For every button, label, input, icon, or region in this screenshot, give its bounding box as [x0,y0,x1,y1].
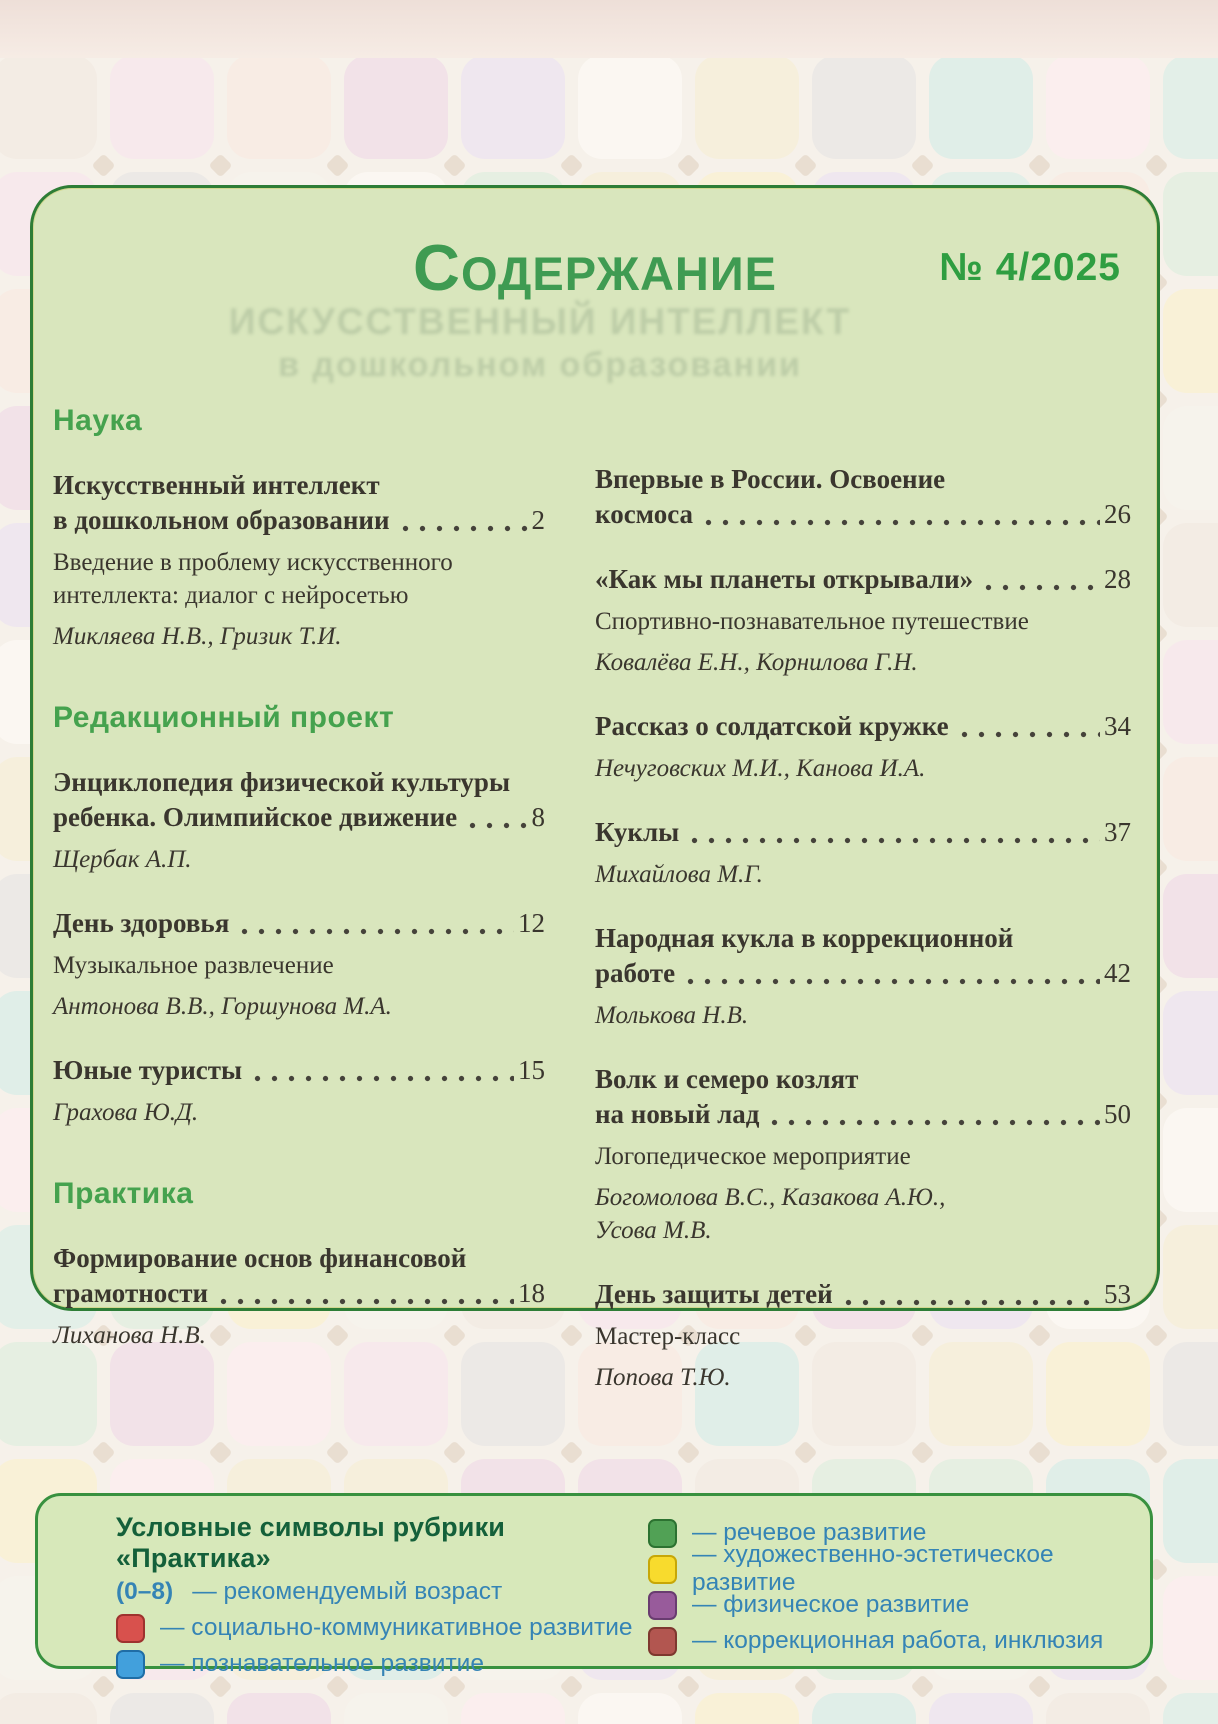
mosaic-tile [695,55,799,159]
mosaic-diamond-accent [442,153,466,177]
entry-authors-line: Ковалёва Е.Н., Корнилова Г.Н. [595,649,918,676]
mosaic-tile [227,55,331,159]
mosaic-tile [1163,1576,1218,1680]
showthrough-line: в дошкольном образовании [278,346,802,384]
legend-panel [35,1493,1153,1677]
dot-leader [220,1298,514,1305]
entry-title-line: Формирование основ финансовой [53,1243,467,1273]
page-top-edge [0,0,1218,58]
legend-item-cognitive [116,1646,648,1682]
legend-item-label: — познавательное развитие [160,1650,484,1677]
entry-authors-line: Усова М.В. [595,1217,712,1244]
mosaic-diamond-accent [910,1674,934,1698]
entry-title-text: «Как мы планеты открывали» [595,564,974,594]
toc-entry [53,1053,545,1129]
print-showthrough [33,300,1047,386]
mosaic-tile [461,55,565,159]
entry-title-line [595,815,1131,850]
mosaic-diamond-accent [793,1674,817,1698]
mosaic-tile [0,1693,97,1724]
mosaic-tile [1163,289,1218,393]
entry-subtitle-line: интеллекта: диалог с нейросетью [53,582,409,609]
section-header: Наука [53,404,143,437]
toc-columns [33,404,1157,1424]
legend-item-label: — социально-коммуникативное развитие [160,1614,633,1641]
legend-swatch-correctional-inclusion [648,1627,677,1656]
entry-title-text: космоса [595,499,694,529]
entry-authors-line: Микляева Н.В., Гризик Т.И. [53,623,342,650]
mosaic-tile [110,1693,214,1724]
dot-leader [771,1119,1100,1126]
page-number: 53 [1104,1279,1131,1309]
entry-authors-line: Щербак А.П. [53,846,192,873]
entry-authors-line: Антонова В.В., Горшунова М.А. [53,993,392,1020]
mosaic-tile [1163,757,1218,861]
page-number: 8 [531,802,545,832]
mosaic-tile [110,55,214,159]
entry-title-line [595,1277,1131,1312]
dot-leader [705,519,1100,526]
entry-title-text: Рассказ о солдатской кружке [595,711,949,741]
mosaic-diamond-accent [442,1440,466,1464]
mosaic-tile [1163,1342,1218,1446]
entry-authors-line: Попова Т.Ю. [595,1364,731,1391]
toc-column-left [53,404,545,1424]
entry-authors-line: Молькова Н.В. [595,1002,749,1029]
entry-title-text: Куклы [595,817,680,847]
mosaic-tile [1163,55,1218,159]
contents-panel [30,185,1160,1391]
mosaic-tile [578,1693,682,1724]
entry-title-line [53,1276,545,1311]
entry-authors-line: Лиханова Н.В. [53,1322,206,1349]
entry-title-text: ребенка. Олимпийское движение [53,802,458,832]
mosaic-tile [1163,1108,1218,1212]
legend-swatch-physical [648,1591,677,1620]
dot-leader [241,928,514,935]
mosaic-tile [344,55,448,159]
legend-title: Условные символы рубрики «Практика» [116,1512,506,1573]
entry-title-text: День защиты детей [595,1279,833,1309]
mosaic-tile [461,1693,565,1724]
page-number: 50 [1104,1099,1131,1129]
mosaic-tile [578,55,682,159]
section-header: Редакционный проект [53,701,395,734]
entry-title-line [53,503,545,538]
entry-authors-line: Михайлова М.Г. [595,861,763,888]
legend-column-left [116,1512,648,1677]
page-number: 42 [1104,958,1131,988]
mosaic-tile [812,55,916,159]
mosaic-tile [1163,172,1218,276]
mosaic-diamond-accent [325,1440,349,1464]
toc-entry [53,906,545,1023]
legend-column-right [648,1512,1130,1652]
mosaic-tile [1163,1225,1218,1329]
mosaic-diamond-accent [91,1440,115,1464]
entry-title-text: грамотности [53,1278,209,1308]
entry-subtitle-line: Логопедическое мероприятие [595,1143,911,1170]
mosaic-tile [1163,874,1218,978]
legend-item-physical [648,1587,1130,1623]
dot-leader [469,822,527,829]
mosaic-tile [1163,640,1218,744]
mosaic-diamond-accent [910,1440,934,1464]
page-number: 34 [1104,711,1131,741]
mosaic-diamond-accent [325,153,349,177]
mosaic-diamond-accent [676,1674,700,1698]
page-number: 2 [531,505,545,535]
mosaic-diamond-accent [793,1440,817,1464]
toc-entry [595,709,1131,785]
toc-entry [53,1241,545,1352]
legend-swatch-social-communicative [116,1614,145,1643]
entry-title-line: Народная кукла в коррекционной [595,923,1014,953]
mosaic-diamond-accent [676,153,700,177]
legend-item-social-communicative [116,1610,648,1646]
age-text: — рекомендуемый возраст [192,1578,503,1605]
entry-subtitle-line: Введение в проблему искусственного [53,549,453,576]
section-header: Практика [53,1177,194,1210]
mosaic-tile [1163,991,1218,1095]
issue-number: № 4/2025 [939,246,1121,289]
legend-age-row [116,1574,648,1610]
toc-entry [595,562,1131,679]
entry-title-line [53,1053,545,1088]
entry-title-line [53,906,545,941]
mosaic-tile [1163,523,1218,627]
mosaic-diamond-accent [559,153,583,177]
mosaic-diamond-accent [559,1440,583,1464]
mosaic-diamond-accent [1144,1674,1168,1698]
mosaic-tile [227,1693,331,1724]
mosaic-diamond-accent [1027,153,1051,177]
mosaic-tile [1163,1459,1218,1563]
dot-leader [691,837,1100,844]
entry-title-line [53,800,545,835]
entry-title-text: Юные туристы [53,1055,243,1085]
legend-item-label: — художественно-эстетическое развитие [692,1541,1054,1596]
entry-title-line: Волк и семеро козлят [595,1064,859,1094]
mosaic-tile [1163,1693,1218,1724]
entry-authors-line: Грахова Ю.Д. [53,1099,199,1126]
mosaic-diamond-accent [1144,1440,1168,1464]
mosaic-diamond-accent [676,1440,700,1464]
entry-title-line [595,956,1131,991]
dot-leader [687,978,1100,985]
entry-title-text: в дошкольном образовании [53,505,390,535]
toc-entry [595,921,1131,1032]
page-number: 12 [518,908,545,938]
page-number: 37 [1104,817,1131,847]
toc-column-right [595,404,1131,1424]
entry-title-line [595,497,1131,532]
toc-entry [53,765,545,876]
entry-title-line: Впервые в России. Освоение [595,464,946,494]
legend-item-correctional-inclusion [648,1623,1130,1659]
page-number: 18 [518,1278,545,1308]
entry-title-line: Искусственный интеллект [53,470,380,500]
page-title: СОДЕРЖАНИЕ [413,231,777,304]
mosaic-tile [0,55,97,159]
toc-entry [595,462,1131,532]
entry-subtitle-line: Мастер-класс [595,1323,741,1350]
dot-leader [845,1299,1100,1306]
dot-leader [402,525,528,532]
entry-title-text: День здоровья [53,908,230,938]
legend-item-label: — физическое развитие [692,1591,970,1618]
page-number: 15 [518,1055,545,1085]
showthrough-line: ИСКУССТВЕННЫЙ ИНТЕЛЛЕКТ [228,301,852,342]
mosaic-diamond-accent [91,1674,115,1698]
legend-item-label: — речевое развитие [692,1519,927,1546]
page-number: 26 [1104,499,1131,529]
entry-title-line [595,1097,1131,1132]
legend-item-artistic-aesthetic [648,1541,1130,1596]
entry-subtitle-line: Музыкальное развлечение [53,952,334,979]
dot-leader [254,1075,514,1082]
dot-leader [961,731,1100,738]
entry-title-line [595,709,1131,744]
mosaic-diamond-accent [208,153,232,177]
mosaic-diamond-accent [91,153,115,177]
entry-title-line [595,562,1131,597]
toc-entry [595,1277,1131,1394]
entry-title-line: Энциклопедия физической культуры [53,767,511,797]
legend-item-label: — коррекционная работа, инклюзия [692,1627,1104,1654]
mosaic-diamond-accent [1027,1440,1051,1464]
entry-authors-line: Богомолова В.С., Казакова А.Ю., [595,1184,946,1211]
toc-entry [595,1062,1131,1247]
toc-entry [53,468,545,653]
mosaic-diamond-accent [208,1440,232,1464]
page-number: 28 [1104,564,1131,594]
entry-title-text: работе [595,958,676,988]
mosaic-diamond-accent [1144,153,1168,177]
mosaic-diamond-accent [793,153,817,177]
dot-leader [985,584,1100,591]
age-range: (0–8) [116,1578,174,1605]
mosaic-tile [929,55,1033,159]
entry-title-text: на новый лад [595,1099,760,1129]
toc-entry [595,815,1131,891]
mosaic-tile [929,1693,1033,1724]
mosaic-tile [812,1693,916,1724]
legend-swatch-cognitive [116,1650,145,1679]
legend-swatch-artistic-aesthetic [648,1555,677,1584]
mosaic-tile [344,1693,448,1724]
mosaic-tile [1163,406,1218,510]
mosaic-diamond-accent [1027,1674,1051,1698]
mosaic-diamond-accent [910,153,934,177]
mosaic-tile [1046,55,1150,159]
mosaic-tile [695,1693,799,1724]
mosaic-tile [1046,1693,1150,1724]
entry-subtitle-line: Спортивно-познавательное путешествие [595,608,1029,635]
legend-swatch-speech [648,1519,677,1548]
entry-authors-line: Нечуговских М.И., Канова И.А. [595,755,926,782]
